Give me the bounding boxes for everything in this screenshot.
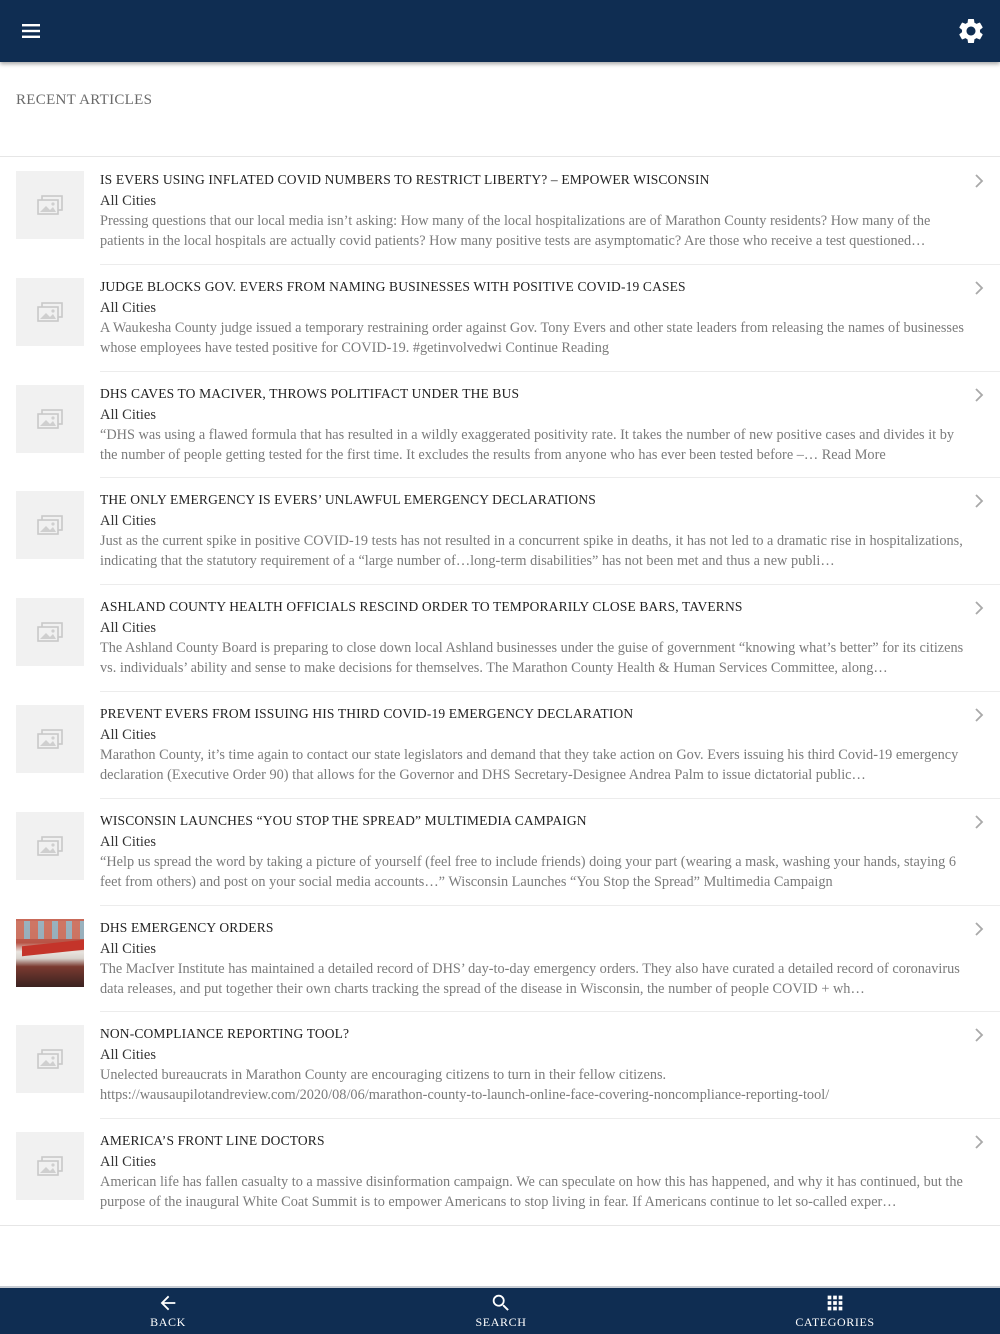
menu-button[interactable] — [14, 16, 48, 46]
article-excerpt: Marathon County, it’s time again to contact our state legislators and demand that they take action on Gov. Evers issuing his third Covid-19 emergency declaration (Executive Order 90) that allows for the Governor and DHS Secretary-Designee Andrea Palm to issue dictatorial public… — [100, 746, 959, 783]
image-placeholder-icon — [37, 1156, 63, 1176]
article-item[interactable] — [0, 798, 1000, 905]
article-item[interactable] — [0, 157, 1000, 264]
article-city: All Cities — [100, 833, 156, 850]
chevron-right-icon — [972, 707, 986, 723]
article-excerpt: “Help us spread the word by taking a picture of yourself (feel free to include friends) doing your part (wearing a mask, washing your hands, staying 6 feet from others) and post on your social media accounts…” Wisconsin Launches “You Stop the Spread” Multimedia Campaign — [100, 853, 956, 890]
article-title: JUDGE BLOCKS GOV. EVERS FROM NAMING BUSINESSES WITH POSITIVE COVID-19 CASES — [100, 278, 686, 294]
image-placeholder-icon — [37, 836, 63, 856]
chevron-right-icon — [972, 1134, 986, 1150]
chevron-right-button — [972, 600, 986, 616]
article-excerpt: Just as the current spike in positive COVID-19 tests has not resulted in a concurrent spike in deaths, it has not led to a dramatic rise in hospitalizations, indicating that the statutory requirement of a “large number of…long-term disabilities” has not been met and thus a new publi… — [100, 533, 963, 570]
article-item[interactable] — [0, 477, 1000, 584]
chevron-right-icon — [972, 173, 986, 189]
article-excerpt: The Ashland County Board is preparing to close down local Ashland businesses under the guise of government “knowing what’s better” for its citizens vs. individuals’ ability and sense to make decisions for themselves. The Marathon County Health & Human Services Committee, along… — [100, 640, 964, 677]
article-item[interactable] — [0, 905, 1000, 1012]
grid-icon — [824, 1292, 846, 1314]
article-excerpt: Unelected bureaucrats in Marathon County are encouraging citizens to turn in their fellow citizens. https://wausaupilotandreview.com/2020/08/06/marathon-county-to-launch-online-face-covering-noncompliance-reporting-tool/ — [100, 1067, 830, 1104]
article-city: All Cities — [100, 726, 156, 743]
article-thumbnail-placeholder — [16, 598, 84, 666]
article-item[interactable] — [0, 371, 1000, 478]
chevron-right-button — [972, 707, 986, 723]
categories-button[interactable] — [775, 1288, 895, 1334]
article-city: All Cities — [100, 406, 156, 423]
chevron-right-button — [972, 387, 986, 403]
article-thumbnail-placeholder — [16, 1132, 84, 1200]
chevron-right-icon — [972, 1027, 986, 1043]
article-title: ASHLAND COUNTY HEALTH OFFICIALS RESCIND ORDER TO TEMPORARILY CLOSE BARS, TAVERNS — [100, 599, 743, 615]
settings-button[interactable] — [956, 16, 986, 46]
image-placeholder-icon — [37, 622, 63, 642]
article-item[interactable] — [0, 1011, 1000, 1118]
chevron-right-icon — [972, 921, 986, 937]
chevron-right-icon — [972, 493, 986, 509]
chevron-right-button — [972, 1134, 986, 1150]
chevron-right-icon — [972, 814, 986, 830]
section-title: RECENT ARTICLES — [16, 92, 153, 108]
article-list — [0, 156, 1000, 1226]
bottom-nav-bar — [0, 1286, 1000, 1334]
article-title: DHS EMERGENCY ORDERS — [100, 919, 274, 935]
article-title: NON-COMPLIANCE REPORTING TOOL? — [100, 1026, 350, 1042]
gear-icon — [956, 16, 986, 46]
article-item[interactable] — [0, 691, 1000, 798]
article-city: All Cities — [100, 193, 156, 209]
search-label: SEARCH — [475, 1315, 527, 1329]
article-city: All Cities — [100, 299, 156, 316]
article-title: DHS CAVES TO MACIVER, THROWS POLITIFACT UNDER THE BUS — [100, 385, 520, 401]
image-placeholder-icon — [37, 302, 63, 322]
categories-label: CATEGORIES — [795, 1315, 875, 1329]
image-placeholder-icon — [37, 729, 63, 749]
chevron-right-icon — [972, 600, 986, 616]
search-button[interactable] — [441, 1288, 561, 1334]
article-item[interactable] — [0, 584, 1000, 691]
image-placeholder-icon — [37, 515, 63, 535]
article-thumbnail-placeholder — [16, 1025, 84, 1093]
article-title: AMERICA’S FRONT LINE DOCTORS — [100, 1133, 325, 1149]
article-city: All Cities — [100, 940, 156, 957]
search-icon — [490, 1292, 512, 1314]
image-placeholder-icon — [37, 195, 63, 215]
image-placeholder-icon — [37, 1049, 63, 1069]
article-item[interactable] — [0, 1118, 1000, 1225]
article-city: All Cities — [100, 513, 156, 530]
article-excerpt: A Waukesha County judge issued a temporary restraining order against Gov. Tony Evers and other state leaders from releasing the names of businesses whose employees have tested positive for COVID-19. #getinvolvedwi Continue Reading — [100, 319, 964, 356]
article-thumbnail — [16, 919, 84, 987]
chevron-right-button — [972, 493, 986, 509]
chevron-right-icon — [972, 280, 986, 296]
back-button[interactable] — [108, 1288, 228, 1334]
article-excerpt: American life has fallen casualty to a massive disinformation campaign. We can speculate on how this has happened, and why it has continued, but the purpose of the inaugural White Coat Summit is to empower Americans to stop living in fear. If Americans continue to let so-called exper… — [100, 1174, 963, 1211]
chevron-right-icon — [972, 387, 986, 403]
hamburger-menu-icon — [14, 16, 48, 46]
arrow-left-icon — [157, 1292, 179, 1314]
article-city: All Cities — [100, 1047, 156, 1064]
article-thumbnail-placeholder — [16, 812, 84, 880]
article-title: PREVENT EVERS FROM ISSUING HIS THIRD COVID-19 EMERGENCY DECLARATION — [100, 705, 634, 721]
article-thumbnail-placeholder — [16, 278, 84, 346]
chevron-right-button — [972, 814, 986, 830]
article-excerpt: Pressing questions that our local media isn’t asking: How many of the local hospitalizations are of Marathon County residents? How many of the patients in the local hospitals are actually covid patients? How many positive tests are asymptomatic? Are those who receive a test questioned… — [100, 213, 931, 249]
article-title: WISCONSIN LAUNCHES “YOU STOP THE SPREAD” MULTIMEDIA CAMPAIGN — [100, 812, 587, 828]
article-thumbnail-placeholder — [16, 385, 84, 453]
chevron-right-button — [972, 280, 986, 296]
article-title: IS EVERS USING INFLATED COVID NUMBERS TO RESTRICT LIBERTY? – EMPOWER WISCONSIN — [100, 172, 710, 187]
article-excerpt: The MacIver Institute has maintained a detailed record of DHS’ day-to-day emergency orders. They also have curated a detailed record of coronavirus data releases, and put together their own charts tracking the spread of the disease in Wisconsin, the number of people COVID + wh… — [100, 960, 960, 997]
article-excerpt: “DHS was using a flawed formula that has resulted in a wildly exaggerated positivity rate. It takes the number of new positive cases and divides it by the number of people getting tested for the first time. It excludes the results from anyone who has ever been tested before –… Read More — [100, 426, 955, 463]
image-placeholder-icon — [37, 409, 63, 429]
article-thumbnail-placeholder — [16, 491, 84, 559]
back-label: BACK — [150, 1315, 186, 1329]
article-thumbnail-placeholder — [16, 171, 84, 239]
top-app-bar — [0, 0, 1000, 62]
chevron-right-button — [972, 921, 986, 937]
article-city: All Cities — [100, 620, 156, 637]
article-title: THE ONLY EMERGENCY IS EVERS’ UNLAWFUL EMERGENCY DECLARATIONS — [100, 492, 596, 508]
chevron-right-button — [972, 1027, 986, 1043]
article-item[interactable] — [0, 264, 1000, 371]
chevron-right-button — [972, 173, 986, 189]
article-thumbnail-placeholder — [16, 705, 84, 773]
article-city: All Cities — [100, 1154, 156, 1171]
